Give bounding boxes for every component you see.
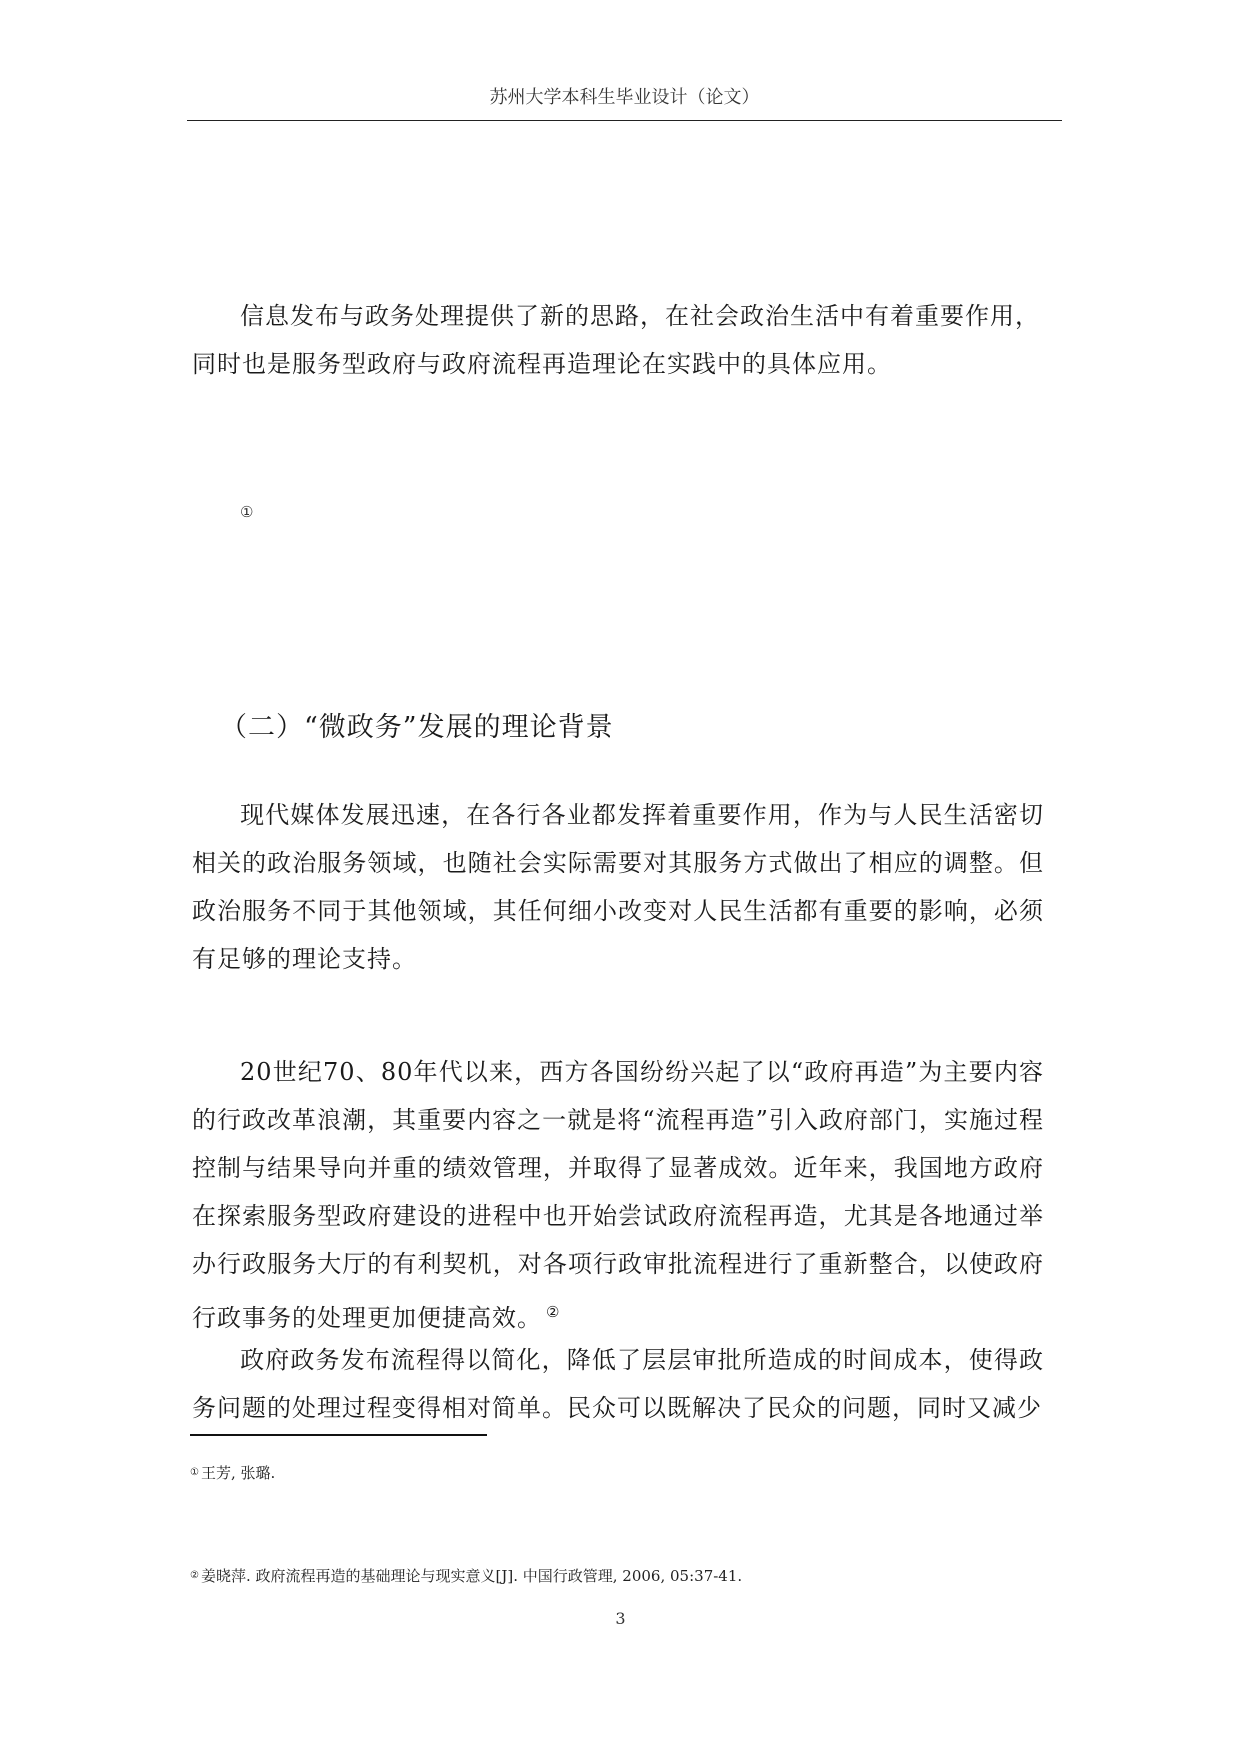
page-number: 3 xyxy=(615,1609,626,1628)
paragraph-3 xyxy=(192,1048,1044,1342)
paragraph-continued-line-2: 同时也是服务型政府与政府流程再造理论在实践中的具体应用。 xyxy=(192,350,892,378)
paragraph-3-text: 20世纪70、80年代以来，西方各国纷纷兴起了以“政府再造”为主要内容的行政改革浪潮，其重要内容之一就是将“流程再造”引入政府部门，实施过程控制与结果导向并重的绩效管理，并取得了显著成效。近年来，我国地方政府在探索服务型政府建设的进程中也开始尝试政府流程再造，尤其是各地通过举办行政服务大厅的有利契机，对各项行政审批流程进行了重新整合，以使政府行政事务的处理更加便捷高效。 xyxy=(192,1058,1044,1332)
paragraph-4 xyxy=(192,1336,1044,1432)
note-marker-1: ① xyxy=(240,503,254,521)
paragraph-2 xyxy=(192,791,1044,983)
footnote-1-text: 王芳, 张璐. xyxy=(200,1464,276,1482)
footnote-separator xyxy=(190,1434,487,1436)
paragraph-continued xyxy=(192,292,1044,388)
paragraph-4-text: 政府政务发布流程得以简化，降低了层层审批所造成的时间成本，使得政务问题的处理过程变得相对简单。民众可以既解决了民众的问题，同时又减少 xyxy=(192,1346,1044,1422)
paragraph-continued-line-1: 信息发布与政务处理提供了新的思路，在社会政治生活中有着重要作用， xyxy=(240,302,1040,330)
section-heading: （二）“微政务”发展的理论背景 xyxy=(220,712,614,743)
footnote-2-mark: ② xyxy=(190,1570,199,1581)
footnote-ref-2: ② xyxy=(546,1303,561,1321)
header-title: 苏州大学本科生毕业设计（论文） xyxy=(489,87,760,108)
paragraph-2-text: 现代媒体发展迅速，在各行各业都发挥着重要作用，作为与人民生活密切相关的政治服务领域，也随社会实际需要对其服务方式做出了相应的调整。但政治服务不同于其他领域，其任何细小改变对人民生活都有重要的影响，必须有足够的理论支持。 xyxy=(192,801,1044,973)
footnote-2-text: 姜晓萍. 政府流程再造的基础理论与现实意义[J]. 中国行政管理, 2006, 05:37-41. xyxy=(200,1567,743,1585)
footnote-2 xyxy=(190,1565,742,1587)
footnote-1-mark: ① xyxy=(190,1467,199,1478)
footnote-1 xyxy=(190,1462,275,1484)
page-header xyxy=(187,84,1062,121)
